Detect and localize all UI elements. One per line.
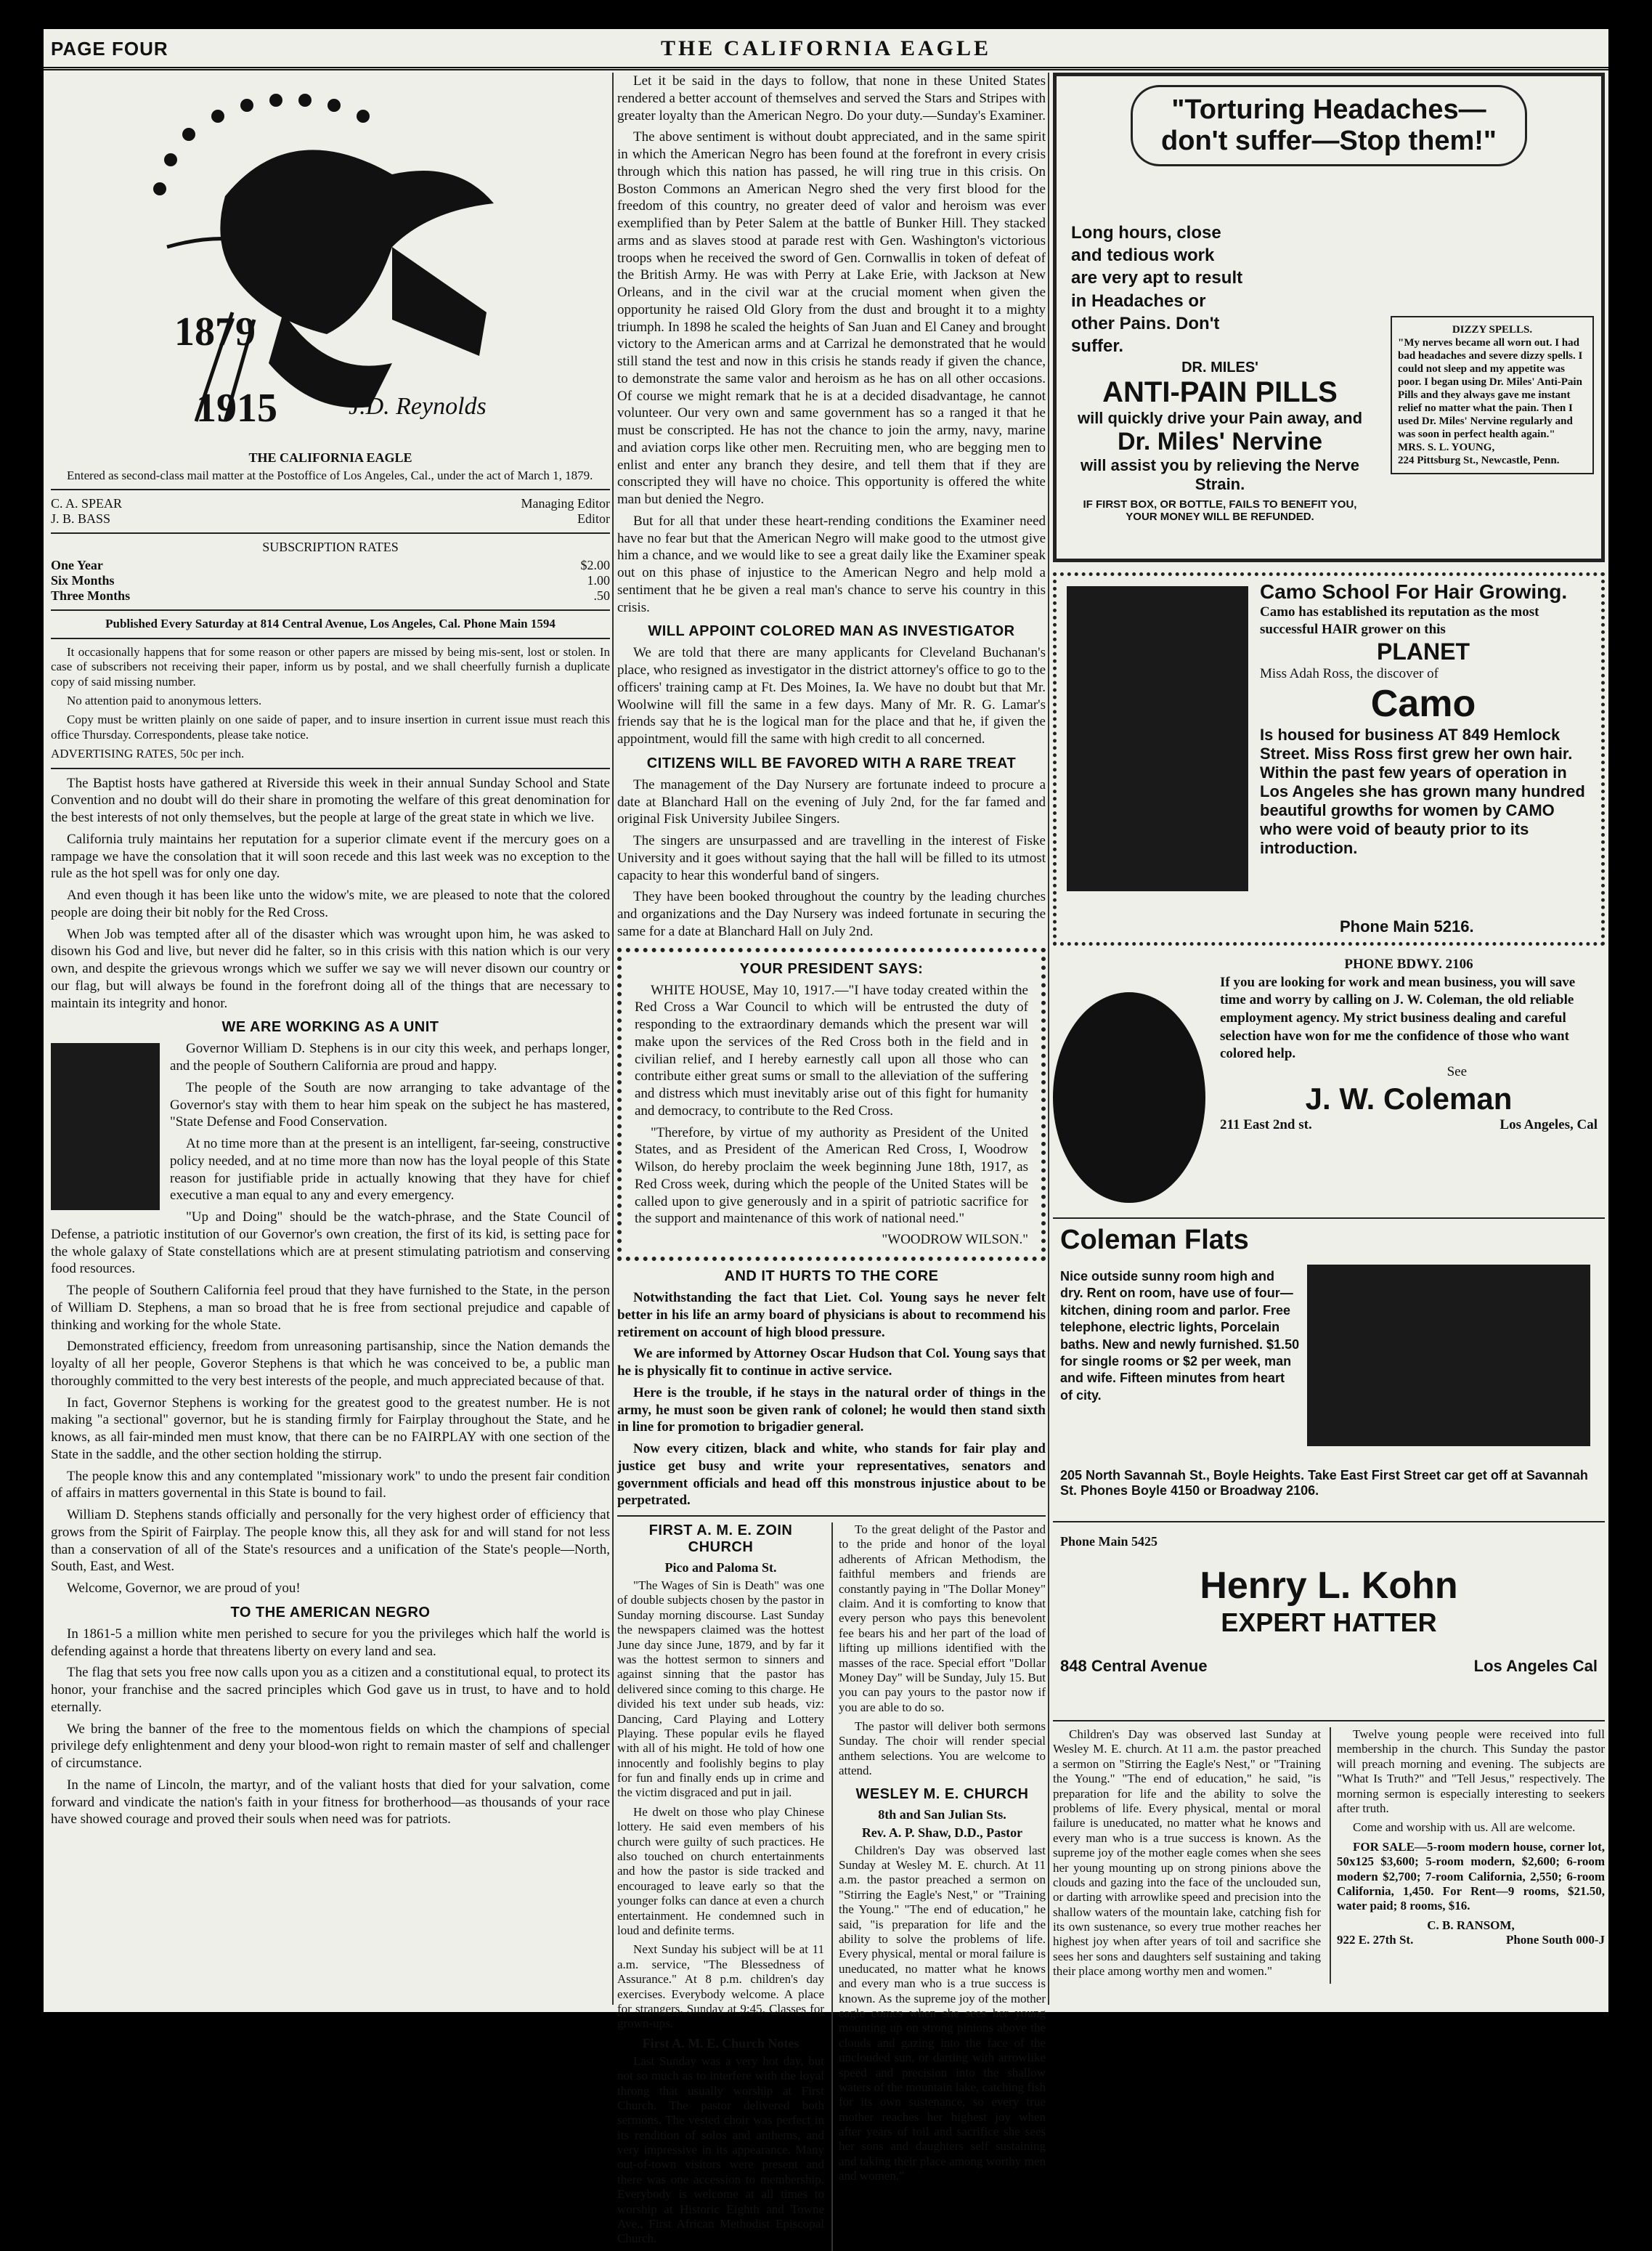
miles-pills: ANTI-PAIN PILLS — [1102, 376, 1338, 408]
article-paragraph: The people of Southern California feel proud that they have furnished to the State, in the person of William D. Stephens, a man so broad that he is free from sectional prejudice and capable of thinking and working for the whole State. — [51, 1283, 610, 1333]
kohn-name: Henry L. Kohn — [1200, 1565, 1458, 1607]
flats-photo — [1307, 1265, 1590, 1446]
seal-year-1879: 1879 — [174, 309, 256, 354]
miles-nervine: Dr. Miles' Nervine — [1117, 428, 1323, 455]
article-paragraph: In 1861-5 a million white men perished to secure for you the privileges which half the world is defending against a horde that threatens liberty on every land and sea. — [51, 1626, 610, 1659]
church-paragraph: Next Sunday his subject will be at 11 a.m. service, "The Blessedness of Assurance." At 8 p.m. children's day exercises. Everybody welcome. A place for strangers. Sunday at 9:45. Classes for grown-ups. — [617, 1942, 824, 2031]
article-paragraph: The people know this and any contemplated "missionary work" to undo the present fair condition of affairs in matters governental in this State is bound to fail. — [51, 1468, 610, 1501]
coleman-name: J. W. Coleman — [1305, 1081, 1513, 1116]
editorial-paragraph: California truly maintains her reputation for a superior climate event if the mercury goes on a rampage we have the consolation that it will soon recede and this last week was no exception to the rule as the hot spell was for only one day. — [51, 831, 610, 882]
church-paragraph: Children's Day was observed last Sunday at Wesley M. E. church. At 11 a.m. the pastor preached a sermon on "Stirring the Eagle's Nest," or "Training the Young." "The end of education," he said, "is preparation for life and the ability to solve the problems of life. Every physical, mental or moral failure is uneducated, no matter what he knows and every man who is a true success is known. As the supreme joy of the mother eagle comes when she sees her young mounting up on strong pinions above the clouds and gazing into the face of the unclouded sun, or darting with arrowlike speed and precision into the shallow waters of the mountain lake, catching fish for its own sustenance, so every true mother reaches her highest joy when after years of toil and sacrifice she sees her sons and daughters self sustaining and taking their place among worthy men and women." — [1053, 1727, 1321, 1979]
article-paragraph: Let it be said in the days to follow, that none in these United States rendered a better account of themselves and served the Stars and Stripes with greater loyalty than the American Negro. Do your duty.—Sunday's Examiner. — [617, 73, 1046, 123]
coleman-portrait — [1053, 992, 1205, 1203]
church-paragraph: "The Wages of Sin is Death" was one of double subjects chosen by the pastor in Sunday morning discourse. Last Sunday the newspapers claimed was the hottest June day since June, 1879, and by far it was the hottest sermon to sinners and against sinning that the pastor has delivered since coming to this charge. He divided his text under sub heads, viz: Dancing, Card Playing and Lottery Playing. These popular evils he flayed with all of his might. He told of how one innocently and foolishly begins to play for fun and finally ends up in crime and the victim disgraced and put in jail. — [617, 1578, 824, 1800]
editorial-paragraph: The Baptist hosts have gathered at Riverside this week in their annual Sunday School and State Convention and no doubt will do their share in promoting the welfare of this great denomination for the best interests of not only themselves, but the people at large of the great state in which we live. — [51, 775, 610, 826]
camo-portrait — [1067, 586, 1248, 891]
article-paragraph: At no time more than at the present is an intelligent, far-seeing, constructive policy needed, and at no time more than now has the loyal people of this State reason for justifiable pride in actually knowing that they have for chief executive a man equal to any and every emergency. — [170, 1136, 610, 1204]
church-paragraph: Children's Day was observed last Sunday at Wesley M. E. church. At 11 a.m. the pastor preached a sermon on "Stirring the Eagle's Nest," or "Training the Young." "The end of education," he said, "is preparation for life and the ability to solve the problems of life. Every physical, mental or moral failure is uneducated, no matter what he knows and every man who is a true success is known. As the supreme joy of the mother eagle comes when she sees her young mounting up on strong pinions above the clouds and gazing into the face of the unclouded sun, or darting with arrowlike speed and precision into the shallow waters of the mountain lake, catching fish for its own sustenance, so every true mother reaches her highest joy when after years of toil and sacrifice she sees her sons and daughters self sustaining and taking their place among worthy men and women." — [839, 1843, 1046, 2183]
article-paragraph: Now every citizen, black and white, who stands for fair play and justice get busy and write your representatives, senators and government officials and head off this monstrous injustice about to be perpetrated. — [617, 1441, 1046, 1509]
page-header — [44, 29, 1608, 70]
president-box — [617, 948, 1046, 1262]
president-paragraph: "Therefore, by virtue of my authority as President of the United States, and as President of the American Red Cross, I, Woodrow Wilson, do hereby proclaim the week beginning June 18th, 1917, as Red Cross week, during which the people of the United States will be called upon to give generously and in a spirit of patriotic sacrifice for the support and maintenance of this work of national need." — [635, 1124, 1028, 1227]
masthead-entered: Entered as second-class mail matter at the Postoffice of Los Angeles, Cal., under the act of March 1, 1879. — [67, 469, 593, 482]
article-paragraph: "Up and Doing" should be the watch-phrase, and the State Council of Defense, a patriotic institution of our Governor's own creation, the first of its kid, is setting pace for the whole galaxy of State constellations which are at present stimulating patriotism and conserving food resources. — [51, 1209, 610, 1277]
article-headline: WILL APPOINT COLORED MAN AS INVESTIGATOR — [648, 623, 1015, 640]
president-title: YOUR PRESIDENT SAYS: — [739, 960, 924, 977]
masthead-name: THE CALIFORNIA EAGLE — [248, 450, 412, 465]
newspaper-page — [44, 29, 1608, 2246]
church-paragraph: The pastor will deliver both sermons Sunday. The choir will render special anthem selections. You are welcome to attend. — [839, 1719, 1046, 1778]
church-title: WESLEY M. E. CHURCH — [855, 1785, 1029, 1802]
article-paragraph: We bring the banner of the free to the momentous fields on which the champions of special privilege defy enlightenment and deny your blood-won right to remain master of self and challenger of circumstance. — [51, 1721, 610, 1772]
kohn-ad: Phone Main 5425 Henry L. Kohn EXPERT HATTER 848 Central Avenue Los Angeles Cal — [1060, 1534, 1598, 1675]
church-paragraph: To the great delight of the Pastor and to the pride and honor of the loyal adherents of African Methodism, the faithful members and friends are constantly paying in "The Dollar Money" claim. And it is comforting to know that every person who pays this benevolent fee bears his and her part of the load of lifting up millions identified with the masses of the race. Special effort "Dollar Money Day" will be Sunday, July 15. But you can pay yours to the pastor now if you are able to do so. — [839, 1522, 1046, 1714]
staff-row: J. B. BASS Editor — [51, 511, 610, 527]
article-paragraph: In fact, Governor Stephens is working for the greatest good to the greatest number. He is not making "a sectional" governor, but he is standing firmly for Fairplay throughout the State, and he knows, as all fair-minded men must know, that there can be no FAIRPLAY with one section of the State in the saddle, and the other section holding the stirrup. — [51, 1395, 610, 1462]
president-paragraph: WHITE HOUSE, May 10, 1917.—"I have today created within the Red Cross a War Council to which will be entrusted the duty of responding to the extraordinary demands which the present war will make upon the services of the Red Cross both in the field and in civilian relief, and I hereby earnestly call upon all those who can contribute either great sums or small to the alleviation of the suffering and distress which must inevitably arise out of this fight for humanity and democracy, to contribute to the Red Cross. — [635, 982, 1028, 1119]
column-one — [51, 73, 610, 2005]
church-paragraph: Last Sunday was a very hot day, but not so much as to interfere with the loyal throng that usually worship at First Church. The pastor delivered both sermons. The vested choir was perfect in its rendition of solos and anthems, and very impressive in its appearance. Many out-of-town visitors were present and there was one accession to membership. Everybody is welcome at all times to worship at Historic Eighth and Towne Ave., First African Methodist Episcopal Church. — [617, 2053, 824, 2246]
article-headline: AND IT HURTS TO THE CORE — [724, 1268, 939, 1284]
notice: It occasionally happens that for some reason or other papers are missed by being mis-sent, lost or stolen. In case of subscribers not receiving their paper, inform us by postal, and we shall cheerfully furnish a duplicate copy of said missing number. — [51, 644, 610, 689]
article-paragraph: Welcome, Governor, we are proud of you! — [67, 1581, 301, 1597]
column-three — [1053, 73, 1605, 2005]
coleman-text: PHONE BDWY. 2106 If you are looking for work and mean business, you will save time and worry by calling on J. W. Coleman, the old reliable employment agency. My strict business dealing and careful selection have won for me the confidence of those who want colored help. See J. W. Coleman 211 East 2nd st. Los Angeles, Cal — [1220, 957, 1598, 1132]
article-paragraph: They have been booked throughout the country by the leading churches and organizations and the Day Nursery was indeed fortunate in securing the same for a date at Blanchard Hall on July 2nd. — [617, 889, 1046, 939]
staff-row: C. A. SPEAR Managing Editor — [51, 496, 610, 511]
dr-miles-ad — [1053, 73, 1605, 562]
camo-ad — [1053, 572, 1605, 946]
article-paragraph: William D. Stephens stands officially and personally for the very highest order of efficiency that grows from the Spirit of Fairplay. The people know this, all they ask for and will stand for not less than a conservation of all of the State's resources and a unification of the State's people—North, South, East, and West. — [51, 1507, 610, 1575]
article-paragraph: In the name of Lincoln, the martyr, and of the valiant hosts that died for your salvation, come forward and vindicate the nation's faith in your fitness for brotherhood—as thousands of your race have showed courage and proved their souls when need was for patriots. — [51, 1777, 610, 1828]
church-paragraph: He dwelt on those who play Chinese lottery. He said even members of his church were guilty of such practices. He also touched on church entertainments and how the pastor is side tracked and encouraged to leave early so that the younger folks can dance at even a church entertainment. He condemned such in loud and definite terms. — [617, 1804, 824, 1937]
column-rule — [612, 73, 614, 2005]
notice-anonymous: No attention paid to anonymous letters. — [67, 693, 262, 707]
svg-text:J.D. Reynolds: J.D. Reynolds — [349, 393, 487, 420]
camo-brand: Camo — [1370, 683, 1476, 726]
article-paragraph: But for all that under these heart-rending conditions the Examiner need have no fear but that the American Negro will make good to the utmost give him a chance, and we would like to see a great daily like the Examiner speak out on this phase of injustice to the American Negro and help mold a sentiment that he be given a real man's chance to serve his country in this crisis. — [617, 513, 1046, 615]
article-paragraph: Notwithstanding the fact that Liet. Col. Young says he never felt better in his life an army board of physicians is about to recommend his retirement on account of high blood pressure. — [617, 1290, 1046, 1340]
column-two — [617, 73, 1046, 2246]
governor-portrait — [51, 1043, 160, 1210]
church-right — [831, 1522, 1046, 2251]
newspaper-title: THE CALIFORNIA EAGLE — [660, 36, 992, 60]
article-paragraph: The singers are unsurpassed and are travelling in the interest of Fiske University and it goes without saying that the hall will be filled to its utmost capacity to hear this wonderful band of singers. — [617, 833, 1046, 883]
miles-testimonial: DIZZY SPELLS. "My nerves became all worn out. I had bad headaches and severe dizzy spells. I could not sleep and my appetite was poor. I began using Dr. Miles' Anti-Pain Pills and they always gave me instant relief no matter what the pain. Then I used Dr. Miles' Nervine regularly and was soon in perfect health again." MRS. S. L. YOUNG, 224 Pittsburg St., Newcastle, Penn. — [1391, 316, 1594, 474]
miles-product: DR. MILES' ANTI-PAIN PILLS will quickly drive your Pain away, and Dr. Miles' Nervine will assist you by relieving the Nerve Strain. IF FIRST BOX, OR BOTTLE, FAILS TO BENEFIT YOU, YOUR MONEY WILL BE REFUNDED. — [1071, 360, 1369, 523]
article-headline: WE ARE WORKING AS A UNIT — [221, 1019, 439, 1036]
president-signature: "WOODROW WILSON." — [882, 1232, 1028, 1247]
seal-year-1915: 1915 — [196, 386, 277, 431]
page-number: PAGE FOUR — [51, 38, 168, 60]
church-title: FIRST A. M. E. ZOIN CHURCH — [648, 1522, 793, 1555]
rates-title: SUBSCRIPTION RATES — [262, 540, 399, 555]
article-paragraph: The management of the Day Nursery are fortunate indeed to procure a date at Blanchard Hall on the evening of July 2nd, for the far famed and original Fisk University Jubilee Singers. — [617, 776, 1046, 827]
wesley-continued-2: Twelve young people were received into full membership in the church. This Sunday the pastor will preach morning and evening. The subjects are "What Is Truth?" and "Tell Jesus," respectively. The morning sermon is especially interesting to seekers after truth. Come and worship with us. All are welcome. FOR SALE—5-room modern house, corner lot, 50x125 $3,600; 5-room modern, $2,600; 6-room modern $2,700; 7-room California, 2,550; 6-room California, 1,450. For Rent—9 rooms, $21.50, water paid; 8 rooms, $16. C. B. RANSOM, 922 E. 27th St. Phone South 000-J — [1330, 1727, 1605, 1984]
article-headline: CITIZENS WILL BE FAVORED WITH A RARE TREAT — [646, 755, 1017, 771]
kohn-trade: EXPERT HATTER — [1221, 1607, 1437, 1637]
flats-body: Nice outside sunny room high and dry. Rent on room, have use of four—kitchen, dining room and parlor. Free telephone, electric lights, Porcelain baths. New and newly furnished. $1.50 for single rooms or $2 per week, man and wife. Fifteen minutes from heart of city. — [1060, 1269, 1300, 1403]
advertising-rates: ADVERTISING RATES, 50c per inch. — [51, 747, 245, 761]
wesley-continued — [1053, 1727, 1321, 1984]
church-pastor: Rev. A. P. Shaw, D.D., Pastor — [861, 1825, 1023, 1840]
article-paragraph: Governor William D. Stephens is in our city this week, and perhaps longer, and the people of Southern California are proud and happy. — [170, 1041, 610, 1074]
article-paragraph: We are informed by Attorney Oscar Hudson that Col. Young says that he is physically fit to continue in active service. — [617, 1346, 1046, 1379]
column-rule — [1048, 73, 1049, 2005]
coleman-flats-ad — [1053, 1225, 1605, 1515]
church-paragraph: Come and worship with us. All are welcome. — [1353, 1820, 1576, 1835]
church-notes-title: First A. M. E. Church Notes — [642, 2035, 799, 2051]
editorial-paragraph: When Job was tempted after all of the disaster which was wrought upon him, he was asked to disown his God and live, but never did he falter, so in this crisis with this nation which is our very own, and despite the grievous wrongs which we suffer we say we will never disown our country or our flag, but will always be found in the forefront doing all of the things that are necessary to maintain its integrity and honor. — [51, 926, 610, 1011]
article-paragraph: The above sentiment is without doubt appreciated, and in the same spirit in which the American Negro has been found at the forefront in every crisis through which this nation has passed, he will ring true in this crisis. On Boston Commons an American Negro shed the very first blood for the freedom of this country, no greater deed of valor and heroism was ever exemplified than by Peter Salem at the battle of Bunker Hill. They stacked arms and as slaves stood at parade rest with Gen. Washington's victorious troops when he received the sword of Gen. Cornwallis in token of defeat of the British Army. He was with Perry at Lake Erie, with Jackson at New Orleans, and in the civil war at the crucial moment when given the opportunity he raised Old Glory from the dust and brought it to a mighty triumph. In 1898 he scaled the heights of San Juan and El Caney and brought victory to the American arms and at Carrizal he demonstrated that he would still stand the test and now in this crisis he stands ready if given the chance, to demonstrate the same valor and heroism as he has on all other occasions. Of course we might remark that he is at a decided disadvantage, he cannot volunteer. Our very own and same government has so a ranged it that he must be conscripted. He has not the chance to join the army, navy, marine and aviation corps like other men. Recruiting men, who are begging men to enlist and enter any branch they desire, and tell them that if they are conscripted they will have no choice. This opportunity is offered the white man but denied the Negro. — [617, 129, 1046, 507]
camo-phone: Phone Main 5216. — [1340, 917, 1474, 936]
church-columns — [617, 1522, 1046, 2251]
flats-footer: 205 North Savannah St., Boyle Heights. Take East First Street car get off at Savannah St. Phones Boyle 4150 or Broadway 2106. — [1060, 1468, 1588, 1498]
church-address: Pico and Paloma St. — [664, 1560, 777, 1575]
church-left — [617, 1522, 824, 2251]
lower-right-columns — [1053, 1727, 1605, 1984]
camo-text: Camo School For Hair Growing. Camo has established its reputation as the most successful HAIR grower on this PLANET Miss Adah Ross, the discover of Camo Is housed for business AT 849 Hemlock Street. Miss Ross first grew her own hair. Within the past few years of operation in Los Angeles she has grown many hundred beautiful growths for women by CAMO who were void of beauty prior to its introduction. — [1260, 580, 1587, 858]
rate-row: Three Months .50 — [51, 588, 610, 604]
church-address: 8th and San Julian Sts. — [878, 1806, 1006, 1822]
article-paragraph: Demonstrated efficiency, freedom from unreasoning partisanship, since the Nation demands the loyalty of all her people, Goveror Stephens is that which he was conceived to be, a public man thoroughly committed to the very best interests of the people, and much appreciated because of that. — [51, 1339, 610, 1389]
published-line: Published Every Saturday at 814 Central Avenue, Los Angeles, Cal. Phone Main 1594 — [105, 617, 556, 631]
for-sale-ad: FOR SALE—5-room modern house, corner lot, 50x125 $3,600; 5-room modern, $2,600; 6-room modern $2,700; 7-room California, 2,550; 6-room California, 1,450. For Rent—9 rooms, $21.50, water paid; 8 rooms, $16. — [1337, 1839, 1605, 1913]
eagle-seal-image — [51, 73, 610, 450]
rate-row: One Year $2.00 — [51, 558, 610, 573]
article-paragraph: The people of the South are now arranging to take advantage of the Governor's stay with them to hear him speak on the subject he has mastered, "State Defense and Food Conservation. — [170, 1079, 610, 1130]
church-paragraph: Twelve young people were received into full membership in the church. This Sunday the pastor will preach morning and evening. The subjects are "What Is Truth?" and "Tell Jesus," respectively. The morning sermon is especially interesting to seekers after truth. — [1337, 1727, 1605, 1815]
miles-headline: "Torturing Headaches—don't suffer—Stop them!" — [1131, 85, 1527, 166]
editorial-paragraph: And even though it has been like unto the widow's mite, we are pleased to note that the colored people are doing their bit nobly for the Red Cross. — [51, 888, 610, 920]
article-paragraph: We are told that there are many applicants for Cleveland Buchanan's place, who resigned as investigator in the district attorney's office to go to the officers' training camp at Ft. Des Moines, Ia. We have no doubt but that Mr. Woolwine will fill the same in a few days. Many of Mr. R. G. Lamar's friends say that he is the logical man for the place and that he, if given the appointment, would fill the same with high credit to all concerned. — [617, 645, 1046, 747]
article-paragraph: Here is the trouble, if he stays in the natural order of things in the army, he must soon be given rank of colonel; he would then stand sixth in line for promotion to brigadier general. — [617, 1384, 1046, 1435]
eagle-seal — [51, 73, 610, 450]
article-paragraph: The flag that sets you free now calls upon you as a citizen and a constitutional equal, to protect its honor, your franchise and the sacred principles which God gave us in trust, to have and to hold eternally. — [51, 1665, 610, 1715]
miles-body: Long hours, close and tedious work are very apt to result in Headaches or other Pains. Don't suffer. — [1071, 223, 1243, 356]
flats-title: Coleman Flats — [1060, 1225, 1249, 1255]
rate-row: Six Months 1.00 — [51, 573, 610, 588]
coleman-ad — [1053, 956, 1605, 1210]
notice-copy: Copy must be written plainly on one saide of paper, and to insure insertion in current issue must reach this office Thursday. Correspondents, please take notice. — [51, 713, 610, 742]
article-headline: TO THE AMERICAN NEGRO — [230, 1604, 431, 1621]
